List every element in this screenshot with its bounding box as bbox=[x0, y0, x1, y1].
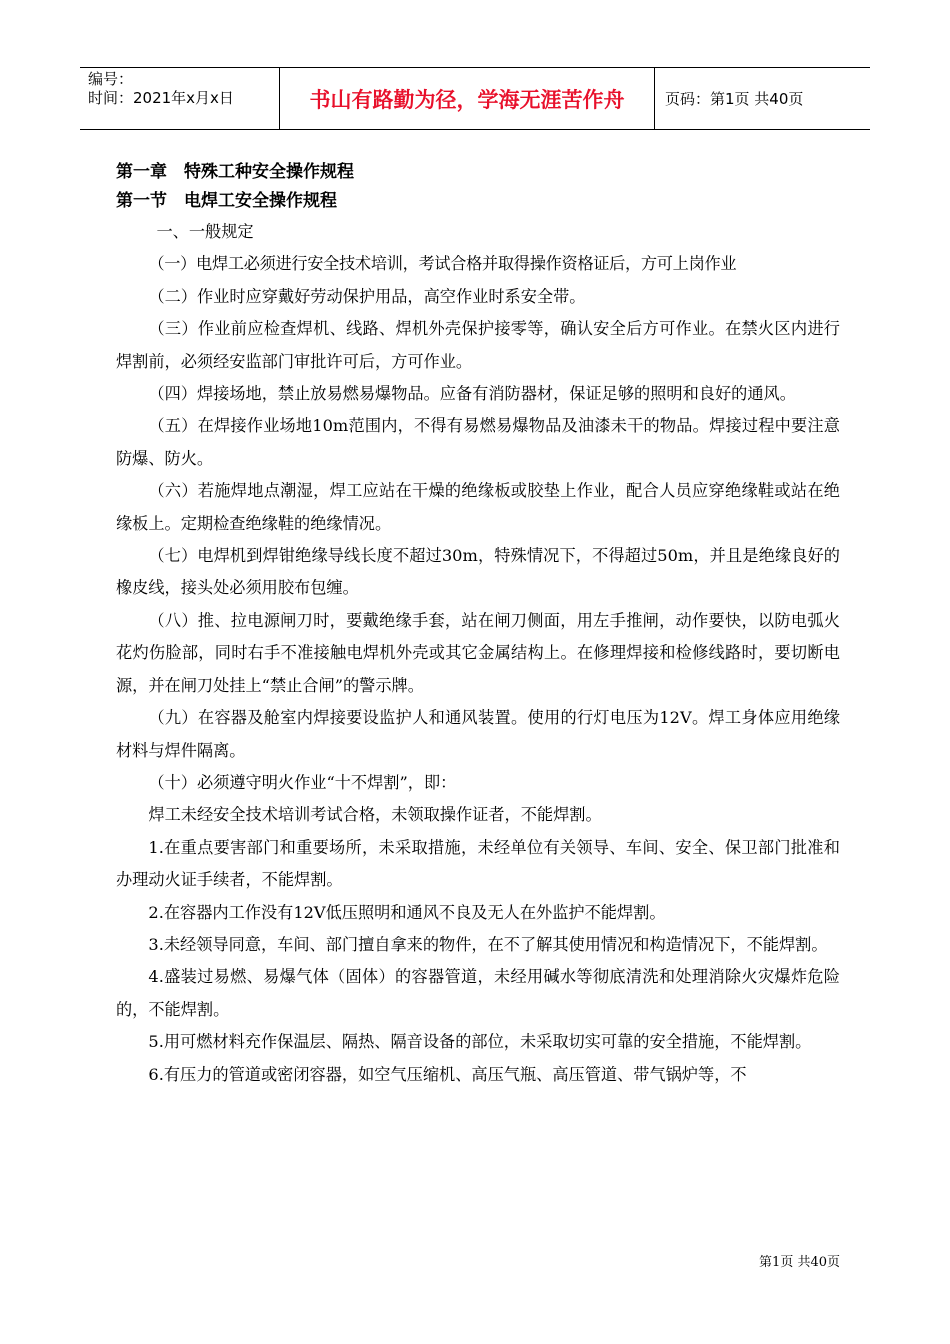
header-page-number: 页码：第1页 共40页 bbox=[665, 90, 804, 108]
paragraph: （二）作业时应穿戴好劳动保护用品，高空作业时系安全带。 bbox=[148, 286, 586, 306]
header-motto: 书山有路勤为径，学海无涯苦作舟 bbox=[280, 68, 655, 129]
paragraph: 3.未经领导同意，车间、部门擅自拿来的物件，在不了解其使用情况和构造情况下，不能焊割。 bbox=[148, 934, 828, 954]
page-footer: 第1页 共40页 bbox=[759, 1255, 840, 1270]
paragraph: （十）必须遵守明火作业“十不焊割”，即： bbox=[148, 772, 457, 792]
paragraph: （五）在焊接作业场地10m范围内，不得有易燃易爆物品及油漆未干的物品。焊接过程中要注意防爆、防火。 bbox=[116, 416, 840, 468]
paragraph: 2.在容器内工作没有12V低压照明和通风不良及无人在外监护不能焊割。 bbox=[148, 902, 666, 922]
section-title: 第一节 电焊工安全操作规程 bbox=[116, 191, 337, 211]
paragraph: 焊工未经安全技术培训考试合格，未领取操作证者，不能焊割。 bbox=[148, 805, 602, 825]
paragraph: （九）在容器及舱室内焊接要设监护人和通风装置。使用的行灯电压为12V。焊工身体应用绝缘材料与焊件隔离。 bbox=[116, 708, 840, 760]
page-header bbox=[80, 67, 870, 130]
paragraph: 1.在重点要害部门和重要场所，未采取措施，未经单位有关领导、车间、安全、保卫部门批准和办理动火证手续者，不能焊割。 bbox=[116, 837, 840, 890]
document-body bbox=[116, 158, 840, 1091]
paragraph: （一）电焊工必须进行安全技术培训，考试合格并取得操作资格证后，方可上岗作业 bbox=[148, 254, 737, 274]
header-info bbox=[80, 68, 280, 129]
paragraph: （四）焊接场地，禁止放易燃易爆物品。应备有消防器材，保证足够的照明和良好的通风。 bbox=[148, 384, 796, 404]
paragraph: （七）电焊机到焊钳绝缘导线长度不超过30m，特殊情况下，不得超过50m，并且是绝缘良好的橡皮线，接头处必须用胶布包缠。 bbox=[116, 546, 840, 598]
paragraph: （三）作业前应检查焊机、线路、焊机外壳保护接零等，确认安全后方可作业。在禁火区内进行焊割前，必须经安监部门审批许可后，方可作业。 bbox=[116, 319, 840, 371]
paragraph: 5.用可燃材料充作保温层、隔热、隔音设备的部位，未采取切实可靠的安全措施，不能焊割。 bbox=[148, 1032, 812, 1052]
paragraph: 6.有压力的管道或密闭容器，如空气压缩机、高压气瓶、高压管道、带气锅炉等，不 bbox=[148, 1064, 747, 1084]
paragraph: （六）若施焊地点潮湿，焊工应站在干燥的绝缘板或胶垫上作业，配合人员应穿绝缘鞋或站在绝缘板上。定期检查绝缘鞋的绝缘情况。 bbox=[116, 481, 840, 533]
paragraph: （八）推、拉电源闸刀时，要戴绝缘手套，站在闸刀侧面，用左手推闸，动作要快，以防电弧火花灼伤脸部，同时右手不准接触电焊机外壳或其它金属结构上。在修理焊接和检修线路时，要切断电源，并在闸刀处挂上“禁止合闸”的警示牌。 bbox=[116, 610, 840, 695]
doc-number-label: 编号： bbox=[88, 70, 134, 88]
paragraph: 4.盛装过易燃、易爆气体（固体）的容器管道，未经用碱水等彻底清洗和处理消除火灾爆炸危险的，不能焊割。 bbox=[116, 967, 840, 1019]
date-label: 时间：2021年x月x日 bbox=[88, 89, 234, 107]
chapter-title: 第一章 特殊工种安全操作规程 bbox=[116, 162, 354, 182]
subsection-title: 一、一般规定 bbox=[156, 222, 254, 241]
